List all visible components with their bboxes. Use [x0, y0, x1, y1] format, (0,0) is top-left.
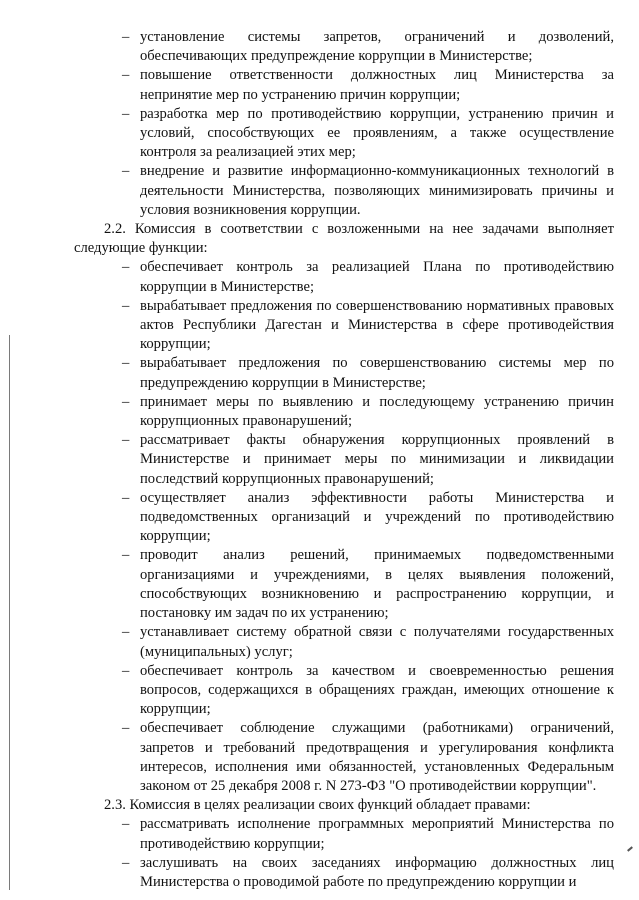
list-item: – обеспечивает контроль за реализацией Плана по противодействию коррупции в Министерстве;	[74, 258, 614, 296]
list-item: – осуществляет анализ эффективности работы Министерства и подведомственных организаций и учреждений по противодействию коррупции;	[74, 489, 614, 547]
list-item: – рассматривает факты обнаружения коррупционных проявлений в Министерстве и принимает меры по минимизации и ликвидации последствий коррупционных правонарушений;	[74, 431, 614, 489]
list-item: – обеспечивает контроль за качеством и своевременностью решения вопросов, содержащихся в обращениях граждан, имеющих отношение к коррупции;	[74, 662, 614, 720]
rights-list	[74, 815, 614, 892]
list-item: – проводит анализ решений, принимаемых подведомственными организациями и учреждениями, в целях выявления положений, способствующих возникновению и распространению коррупции, и постановку им задач по их устранению;	[74, 546, 614, 623]
list-item: – принимает меры по выявлению и последующему устранению причин коррупционных правонарушений;	[74, 393, 614, 431]
list-item: – разработка мер по противодействию коррупции, устранению причин и условий, способствующих ее проявлениям, а также осуществление контроля за реализацией этих мер;	[74, 105, 614, 163]
section-2-2-heading: 2.2. Комиссия в соответствии с возложенными на нее задачами выполняет следующие функции:	[74, 221, 614, 257]
functions-list	[74, 258, 614, 796]
list-item: – рассматривать исполнение программных мероприятий Министерства по противодействию коррупции;	[74, 815, 614, 853]
list-item: – установление системы запретов, ограничений и дозволений, обеспечивающих предупреждение коррупции в Министерстве;	[74, 28, 614, 66]
list-item: – повышение ответственности должностных лиц Министерства за непринятие мер по устранению причин коррупции;	[74, 66, 614, 104]
scan-binding-line	[9, 335, 10, 890]
scan-artifact-mark	[627, 846, 633, 851]
list-item: – обеспечивает соблюдение служащими (работниками) ограничений, запретов и требований предотвращения и урегулирования конфликта интересов, исполнения ими обязанностей, установленных Федеральным законом от 25 декабря 2008 г. N 273-ФЗ "О противодействии коррупции".	[74, 719, 614, 796]
list-item: – вырабатывает предложения по совершенствованию нормативных правовых актов Республики Дагестан и Министерства в сфере противодействия коррупции;	[74, 297, 614, 355]
document-body	[74, 28, 614, 892]
tasks-list	[74, 28, 614, 220]
section-2-3-heading: 2.3. Комиссия в целях реализации своих функций обладает правами:	[104, 797, 531, 814]
list-item: – внедрение и развитие информационно-коммуникационных технологий в деятельности Министерства, позволяющих минимизировать причины и условия возникновения коррупции.	[74, 162, 614, 220]
list-item: – устанавливает систему обратной связи с получателями государственных (муниципальных) услуг;	[74, 623, 614, 661]
list-item: – вырабатывает предложения по совершенствованию системы мер по предупреждению коррупции в Министерстве;	[74, 354, 614, 392]
list-item: – заслушивать на своих заседаниях информацию должностных лиц Министерства о проводимой работе по предупреждению коррупции и	[74, 854, 614, 892]
